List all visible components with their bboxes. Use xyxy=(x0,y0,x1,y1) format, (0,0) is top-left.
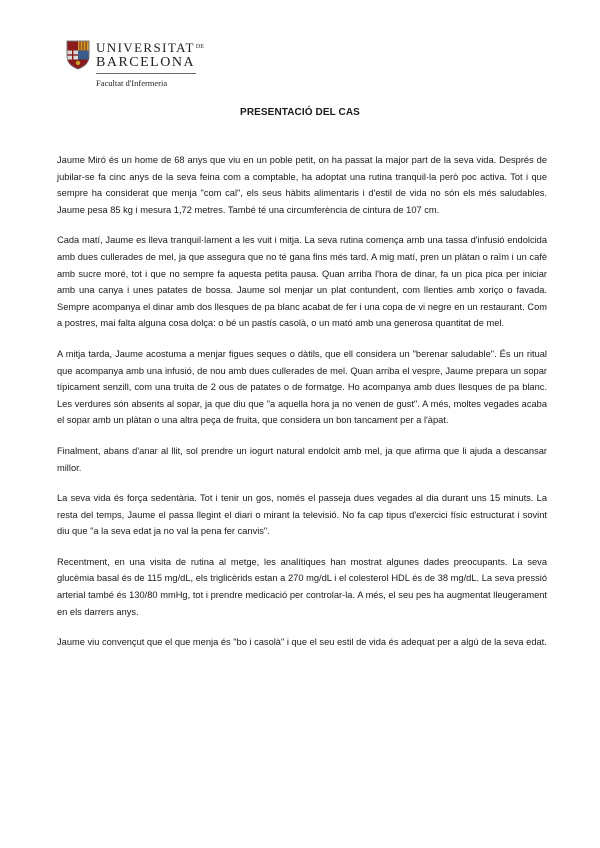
university-seal-icon xyxy=(66,40,90,70)
paragraph: Finalment, abans d'anar al llit, sol prendre un iogurt natural endolcit amb mel, ja que afirma que li ajuda a descansar millor. xyxy=(57,445,547,473)
paragraph: La seva vida és força sedentària. Tot i tenir un gos, només el passeja dues vegades al dia durant uns 15 minuts. La resta del temps, Jaume el passa llegint el diari o mirant la televisió. No fa cap tipus d'exercici físic estructurat i sovint diu que "a la seva edat ja no val la pena fer canvis". xyxy=(57,493,547,537)
document-body xyxy=(57,152,547,665)
university-name-line1: $UNIVERSITAT^{DE}$ xyxy=(96,40,204,55)
logo-divider xyxy=(96,73,196,74)
paragraph: Jaume viu convençut que el que menja és "bo i casolà" i que el seu estil de vida és adequat per a algú de la seva edat. xyxy=(57,637,547,648)
document-title: PRESENTACIÓ DEL CAS xyxy=(240,107,360,118)
paragraph: A mitja tarda, Jaume acostuma a menjar figues seques o dàtils, que ell considera un "berenar saludable". És un ritual que acompanya amb una infusió, de nou amb dues cullerades de mel. Quan arriba el vespre, Jaume prepara un sopar típicament senzill, com una truita de 2 ous de patates o de formatge. Ho acompanya amb dues llesques de pa blanc. Les verdures són absents al sopar, ja que diu que "a aquella hora ja no venen de gust". A més, moltes vegades acaba el sopar amb un plàtan o una altra peça de fruita, que considera un bon tancament per a l'àpat. xyxy=(57,348,547,426)
faculty-name: Facultat d'Infermeria xyxy=(96,78,168,88)
university-name-line2: BARCELONA xyxy=(96,55,196,70)
paragraph: Recentment, en una visita de rutina al metge, les analítiques han mostrat algunes dades preocupants. La seva glucèmia basal és de 115 mg/dL, els triglicèrids estan a 270 mg/dL i el colesterol HDL és de 38 mg/dL. La seva pressió arterial també és 130/80 mmHg, tot i prendre medicació per controlar-la. A més, el seu pes ha augmentat lleugerament en els darrers anys. xyxy=(57,556,547,617)
university-logo xyxy=(66,38,206,94)
paragraph: Jaume Miró és un home de 68 anys que viu en un poble petit, on ha passat la major part de la seva vida. Després de jubilar-se fa cinc anys de la seva feina com a comptable, ha adoptat una rutina tranquil·la però poc activa. Tot i que sempre ha considerat que menja "com cal", els seus hàbits alimentaris i d'estil de vida no són els més saludables. Jaume pesa 85 kg i mesura 1,72 metres. També té una circumferència de cintura de 107 cm. xyxy=(57,155,547,215)
paragraph: Cada matí, Jaume es lleva tranquil·lament a les vuit i mitja. La seva rutina comença amb una tassa d'infusió endolcida amb dues cullerades de mel, ja que assegura que no té gana fins més tard. A mig matí, pren un plàtan o raïm i un cafè amb sucre moré, tot i que no sempre fa aquesta petita pausa. Quan arriba l'hora de dinar, fa un pica pica per iniciar amb una canya i unes patates de bossa. Jaume sol menjar un plat contundent, com llenties amb xoriço o favada. Sempre acompanya el dinar amb dos llesques de pa blanc acabat de fer i una copa de vi negre en un restaurant. Com a postres, mai falta alguna cosa dolça: o bé un pastís casolà, o un mató amb una generosa quantitat de mel. xyxy=(57,235,547,329)
